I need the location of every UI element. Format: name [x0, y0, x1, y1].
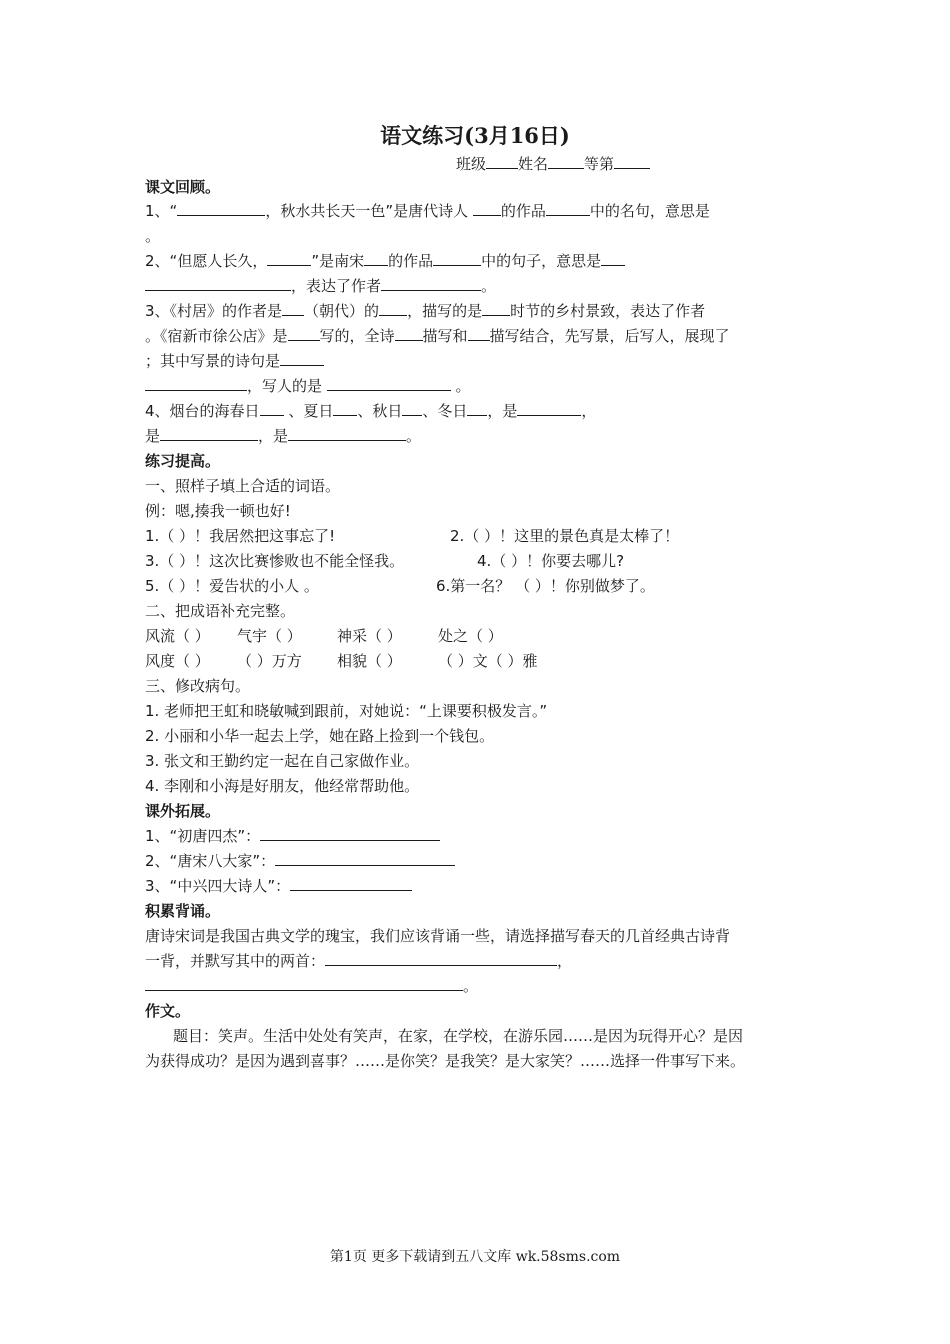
part1-row-2: [145, 549, 810, 573]
list-item: 4.（ ）！你要去哪儿?: [477, 552, 625, 570]
q3-line-4: ，写人的是 。: [145, 374, 810, 398]
class-blank: [486, 152, 518, 169]
part1-row-3: [145, 574, 810, 598]
idiom-item: 气宇（ ）: [237, 627, 302, 645]
idiom-item: 神采（ ）: [337, 627, 402, 645]
q3-line: 3、《村居》的作者是 （朝代）的 ，描写的是 时节的乡村景致，表达了作者: [145, 299, 810, 323]
list-item: 3、“中兴四大诗人”：: [145, 874, 810, 898]
name-blank: [548, 152, 584, 169]
page-footer: 第1页 更多下载请到五八文库 wk.58sms.com: [329, 1249, 621, 1265]
part1-row-1: [145, 524, 810, 548]
part1-heading: 一、照样子填上合适的词语。: [145, 477, 341, 495]
composition-line-1: 题目：笑声。生活中处处有笑声，在家，在学校，在游乐园……是因为玩得开心？是因: [173, 1027, 744, 1045]
list-item: 1. 老师把王虹和晓敏喊到跟前，对她说：“上课要积极发言。”: [145, 702, 548, 720]
list-item: 1、“初唐四杰”：: [145, 824, 810, 848]
name-label: 姓名: [518, 155, 549, 173]
q2-blank-6: [381, 274, 481, 291]
idiom-item: 风流（ ）: [145, 627, 210, 645]
q3-line-2: 。《宿新市徐公店》是 写的，全诗 描写和 描写结合，先写景，后写人，展现了: [145, 324, 810, 348]
q2-line: 2、“但愿人长久， ”是南宋 的作品 中的句子，意思是: [145, 249, 810, 273]
memorize-line-1: 唐诗宋词是我国古典文学的瑰宝，我们应该背诵一些，请选择描写春天的几首经典古诗背: [145, 927, 731, 945]
q1-line: 1、“ ，秋水共长天一色”是唐代诗人 的作品 中的名句，意思是: [145, 199, 810, 223]
part3-heading: 三、修改病句。: [145, 677, 251, 695]
idiom-item: （ ）万方: [237, 652, 302, 670]
grade-blank: [614, 152, 650, 169]
list-item: 6.第一名？ （ ）！你别做梦了。: [436, 577, 655, 595]
idiom-item: 相貌（ ）: [337, 652, 402, 670]
memorize-line-3: 。: [145, 974, 810, 998]
composition-line-2: 为获得成功？是因为遇到喜事？……是你笑？是我笑？是大家笑？……选择一件事写下来。: [145, 1052, 746, 1070]
section-heading-memorize: 积累背诵。: [145, 902, 221, 920]
q1-line-2: 。: [145, 227, 161, 245]
section-heading-extension: 课外拓展。: [145, 802, 221, 820]
q1-blank-3: [546, 199, 590, 216]
list-item: 3.（ ）！这次比赛惨败也不能全怪我。: [145, 552, 405, 570]
q1-blank-2: [473, 199, 501, 216]
q2-blank-5: [145, 274, 291, 291]
q4-line-2: 是 ，是 。: [145, 424, 810, 448]
idiom-item: 处之（ ）: [438, 627, 503, 645]
q2-line-2: ，表达了作者 。: [145, 274, 810, 298]
idiom-row-2: [145, 649, 810, 673]
student-info: [456, 152, 650, 174]
q2-blank-4: [601, 249, 625, 266]
q4-line: 4、烟台的海春日 、夏日 、秋日 、冬日 ，是 ，: [145, 399, 810, 423]
grade-label: 等第: [584, 155, 615, 173]
part2-heading: 二、把成语补充完整。: [145, 602, 296, 620]
section-heading-review: 课文回顾。: [145, 178, 221, 196]
list-item: 2、“唐宋八大家”：: [145, 849, 810, 873]
list-item: 2.（ ）！这里的景色真是太棒了！: [450, 527, 680, 545]
memorize-line-2: 一背，并默写其中的两首： ，: [145, 949, 810, 973]
section-heading-practice: 练习提高。: [145, 452, 221, 470]
q2-blank-1: [267, 249, 311, 266]
q2-blank-2: [364, 249, 388, 266]
class-label: 班级: [456, 155, 487, 173]
section-heading-composition: 作文。: [145, 1002, 191, 1020]
q3-line-3: ；其中写景的诗句是: [145, 349, 810, 373]
idiom-item: （ ）文（ ）雅: [438, 652, 538, 670]
part1-example: 例：嗯,揍我一顿也好!: [145, 502, 291, 520]
idiom-row-1: [145, 624, 810, 648]
list-item: 1.（ ）！我居然把这事忘了!: [145, 527, 336, 545]
list-item: 3. 张文和王勤约定一起在自己家做作业。: [145, 752, 420, 770]
q1-blank-1: [177, 199, 265, 216]
idiom-item: 风度（ ）: [145, 652, 210, 670]
q2-blank-3: [433, 249, 481, 266]
list-item: 5.（ ）！爱告状的小人 。: [145, 577, 319, 595]
page-title: 语文练习(3月16日): [380, 123, 570, 148]
list-item: 2. 小丽和小华一起去上学，她在路上捡到一个钱包。: [145, 727, 495, 745]
list-item: 4. 李刚和小海是好朋友，他经常帮助他。: [145, 777, 420, 795]
